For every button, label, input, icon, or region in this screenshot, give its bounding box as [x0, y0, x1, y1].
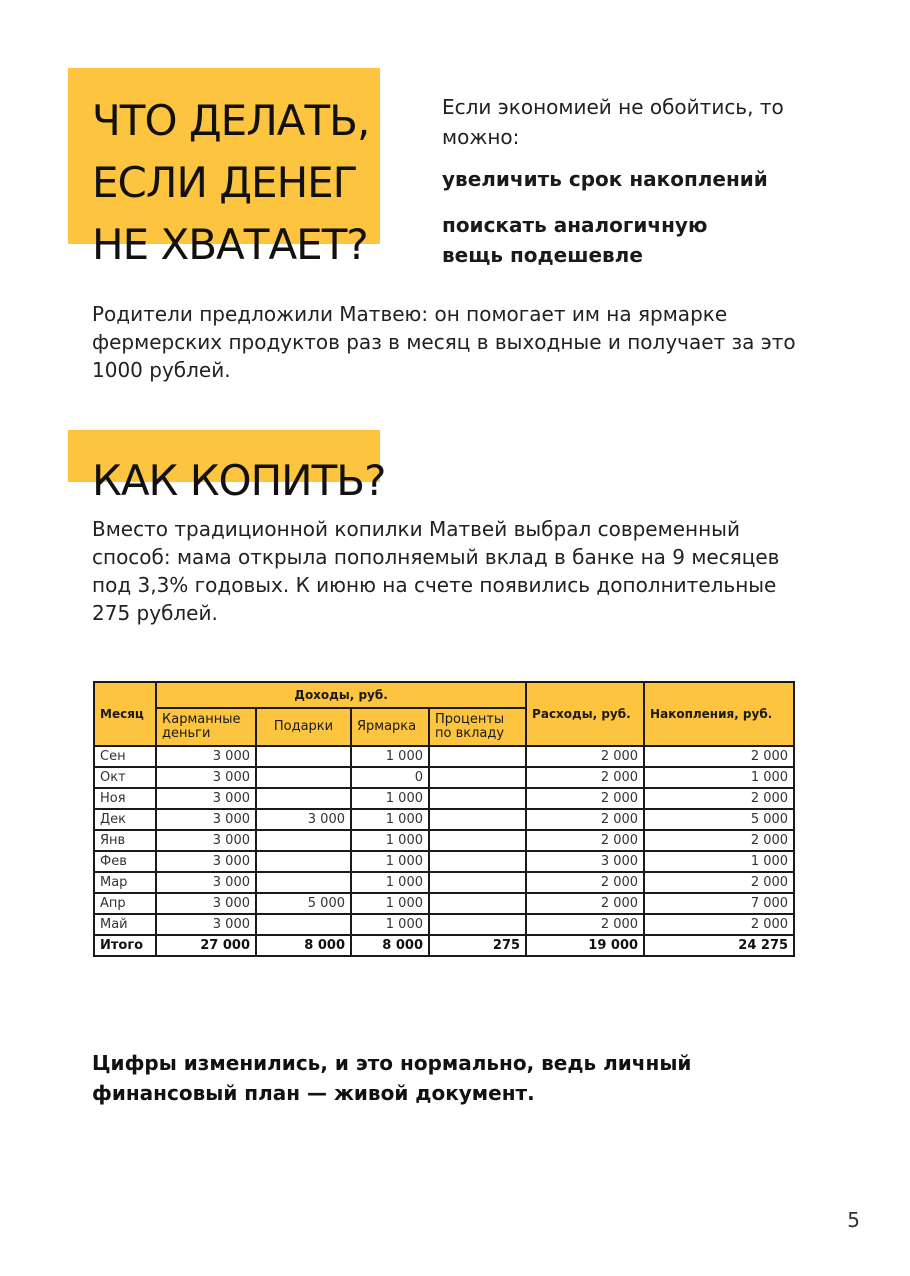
cell-pocket: 3 000: [156, 767, 256, 788]
cell-expenses: 2 000: [526, 914, 644, 935]
cell-savings: 1 000: [644, 767, 794, 788]
cell-pocket: 3 000: [156, 851, 256, 872]
table-body: [94, 746, 794, 956]
cell-interest: [429, 893, 526, 914]
cell-pocket: 3 000: [156, 830, 256, 851]
col-header-fair: Ярмарка: [351, 708, 429, 746]
cell-pocket: 3 000: [156, 746, 256, 767]
option-extend-term: увеличить срок накоплений: [442, 167, 768, 191]
table-row: [94, 746, 794, 767]
section-title: КАК КОПИТЬ?: [92, 456, 386, 505]
cell-savings: 24 275: [644, 935, 794, 956]
cell-gifts: [256, 788, 351, 809]
table-row: [94, 767, 794, 788]
cell-pocket: 27 000: [156, 935, 256, 956]
cell-gifts: [256, 851, 351, 872]
closing-statement: Цифры изменились, и это нормально, ведь личный финансовый план — живой документ.: [92, 1051, 692, 1105]
cell-expenses: 2 000: [526, 872, 644, 893]
cell-gifts: 5 000: [256, 893, 351, 914]
cell-fair: 1 000: [351, 809, 429, 830]
cell-gifts: 3 000: [256, 809, 351, 830]
col-header-savings: Накопления, руб.: [644, 682, 794, 746]
cell-month: Май: [94, 914, 156, 935]
cell-interest: [429, 746, 526, 767]
table-row: [94, 893, 794, 914]
cell-interest: [429, 767, 526, 788]
cell-expenses: 2 000: [526, 830, 644, 851]
cell-gifts: [256, 914, 351, 935]
table-row: [94, 788, 794, 809]
cell-savings: 1 000: [644, 851, 794, 872]
col-header-income: Доходы, руб.: [156, 682, 526, 708]
cell-expenses: 2 000: [526, 788, 644, 809]
cell-fair: 1 000: [351, 830, 429, 851]
cell-gifts: [256, 746, 351, 767]
page-title: ЧТО ДЕЛАТЬ, ЕСЛИ ДЕНЕГ НЕ ХВАТАЕТ?: [92, 96, 370, 269]
option-cheaper-item: поискать аналогичную вещь подешевле: [442, 213, 708, 267]
cell-pocket: 3 000: [156, 872, 256, 893]
cell-month: Итого: [94, 935, 156, 956]
cell-interest: [429, 872, 526, 893]
cell-fair: 1 000: [351, 893, 429, 914]
cell-month: Фев: [94, 851, 156, 872]
cell-interest: [429, 788, 526, 809]
cell-month: Дек: [94, 809, 156, 830]
col-header-interest: Проценты по вкладу: [429, 708, 526, 746]
intro-paragraph: Родители предложили Матвею: он помогает им на ярмарке фермерских продуктов раз в месяц в выходные и получает за это 1000 рублей.: [92, 302, 796, 382]
section-paragraph: Вместо традиционной копилки Матвей выбрал современный способ: мама открыла пополняемый вклад в банке на 9 месяцев под 3,3% годовых. К июню на счете появились дополнительные 275 рублей.: [92, 517, 780, 625]
cell-pocket: 3 000: [156, 788, 256, 809]
cell-interest: [429, 830, 526, 851]
side-intro-text: Если экономией не обойтись, то можно:: [442, 95, 784, 149]
cell-expenses: 2 000: [526, 767, 644, 788]
cell-expenses: 3 000: [526, 851, 644, 872]
cell-expenses: 2 000: [526, 746, 644, 767]
cell-interest: [429, 851, 526, 872]
table-row: [94, 830, 794, 851]
table-row: [94, 914, 794, 935]
col-header-month: Месяц: [94, 682, 156, 746]
cell-fair: 1 000: [351, 914, 429, 935]
table-row: [94, 872, 794, 893]
cell-interest: [429, 809, 526, 830]
page-number: 5: [847, 1208, 860, 1232]
cell-gifts: 8 000: [256, 935, 351, 956]
table-row: [94, 851, 794, 872]
cell-fair: 0: [351, 767, 429, 788]
cell-expenses: 19 000: [526, 935, 644, 956]
cell-fair: 1 000: [351, 746, 429, 767]
cell-savings: 2 000: [644, 914, 794, 935]
cell-gifts: [256, 767, 351, 788]
col-header-expenses: Расходы, руб.: [526, 682, 644, 746]
cell-pocket: 3 000: [156, 893, 256, 914]
cell-expenses: 2 000: [526, 893, 644, 914]
cell-month: Окт: [94, 767, 156, 788]
cell-month: Ноя: [94, 788, 156, 809]
cell-month: Янв: [94, 830, 156, 851]
cell-expenses: 2 000: [526, 809, 644, 830]
cell-savings: 2 000: [644, 788, 794, 809]
col-header-gifts: Подарки: [256, 708, 351, 746]
cell-interest: [429, 914, 526, 935]
cell-interest: 275: [429, 935, 526, 956]
budget-table: [93, 681, 795, 957]
cell-pocket: 3 000: [156, 914, 256, 935]
cell-fair: 1 000: [351, 851, 429, 872]
cell-gifts: [256, 872, 351, 893]
cell-fair: 1 000: [351, 872, 429, 893]
cell-savings: 2 000: [644, 830, 794, 851]
cell-gifts: [256, 830, 351, 851]
cell-savings: 2 000: [644, 872, 794, 893]
cell-month: Мар: [94, 872, 156, 893]
cell-month: Сен: [94, 746, 156, 767]
table-row: [94, 809, 794, 830]
cell-month: Апр: [94, 893, 156, 914]
table-total-row: [94, 935, 794, 956]
cell-fair: 8 000: [351, 935, 429, 956]
cell-fair: 1 000: [351, 788, 429, 809]
cell-savings: 5 000: [644, 809, 794, 830]
cell-savings: 2 000: [644, 746, 794, 767]
cell-savings: 7 000: [644, 893, 794, 914]
col-header-pocket: Карманные деньги: [156, 708, 256, 746]
cell-pocket: 3 000: [156, 809, 256, 830]
